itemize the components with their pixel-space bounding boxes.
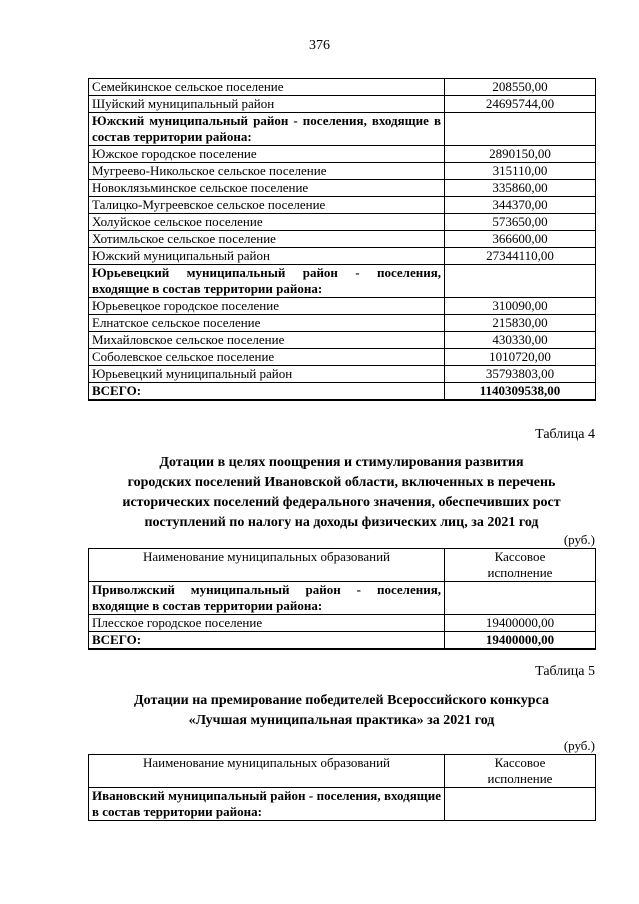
- header-line: исполнение: [487, 565, 553, 580]
- table-5: [88, 754, 596, 821]
- section-label: Приволжский муниципальный район - поселения, входящие в состав территории района:: [89, 582, 445, 615]
- section-row: [89, 113, 596, 146]
- section-label: Южский муниципальный район - поселения, входящие в состав территории района:: [89, 113, 445, 146]
- table-row: [89, 231, 596, 248]
- column-header-amount: [445, 755, 596, 788]
- header-line: Кассовое: [494, 755, 546, 770]
- table-row: [89, 332, 596, 349]
- table-row: [89, 248, 596, 265]
- title-line: Дотации на премирование победителей Всероссийского конкурса: [134, 693, 549, 708]
- table-row: [89, 79, 596, 96]
- table-row: [89, 366, 596, 383]
- table-row: [89, 96, 596, 113]
- section-row: [89, 788, 596, 821]
- table-row: [89, 615, 596, 632]
- table-4-label: Таблица 4: [535, 427, 595, 442]
- header-line: исполнение: [487, 771, 553, 786]
- table-5-unit: (руб.): [563, 738, 595, 753]
- title-line: городских поселений Ивановской области, включенных в перечень: [127, 475, 556, 490]
- table-row: [89, 146, 596, 163]
- row-amount: 2890150,00: [445, 146, 596, 163]
- header-row: [89, 755, 596, 788]
- column-header-name: Наименование муниципальных образований: [89, 549, 445, 582]
- total-row: [89, 632, 596, 650]
- row-amount: [445, 113, 596, 146]
- row-name: Плесское городское поселение: [89, 615, 445, 632]
- table-row: [89, 315, 596, 332]
- row-amount: 315110,00: [445, 163, 596, 180]
- table-row: [89, 197, 596, 214]
- row-amount: 430330,00: [445, 332, 596, 349]
- continued-budget-table: [88, 78, 596, 401]
- row-name: Южский муниципальный район: [89, 248, 445, 265]
- total-amount: 19400000,00: [445, 632, 596, 650]
- row-amount: 1010720,00: [445, 349, 596, 366]
- table-5-title: [88, 691, 595, 731]
- row-name: Талицко-Мугреевское сельское поселение: [89, 197, 445, 214]
- row-amount: 19400000,00: [445, 615, 596, 632]
- section-amount-empty: [445, 788, 596, 821]
- row-name: Соболевское сельское поселение: [89, 349, 445, 366]
- table-4: [88, 548, 596, 650]
- table-row: [89, 214, 596, 231]
- header-row: [89, 549, 596, 582]
- row-amount: 27344110,00: [445, 248, 596, 265]
- title-line: поступлений по налогу на доходы физических лиц, за 2021 год: [144, 515, 539, 530]
- row-amount: 344370,00: [445, 197, 596, 214]
- section-label: Ивановский муниципальный район - поселения, входящие в состав территории района:: [89, 788, 445, 821]
- row-amount: [445, 265, 596, 298]
- row-name: Юрьевецкий муниципальный район: [89, 366, 445, 383]
- row-amount: 310090,00: [445, 298, 596, 315]
- row-name: Южское городское поселение: [89, 146, 445, 163]
- total-label: ВСЕГО:: [89, 383, 445, 401]
- table-row: [89, 163, 596, 180]
- header-line: Кассовое: [494, 549, 546, 564]
- total-label: ВСЕГО:: [89, 632, 445, 650]
- total-amount: 1140309538,00: [445, 383, 596, 401]
- row-name: Семейкинское сельское поселение: [89, 79, 445, 96]
- table-row: [89, 349, 596, 366]
- table-row: [89, 298, 596, 315]
- table-5-label: Таблица 5: [535, 664, 595, 679]
- total-row: [89, 383, 596, 401]
- title-line: Дотации в целях поощрения и стимулирования развития: [159, 455, 524, 470]
- table-4-unit: (руб.): [563, 532, 595, 547]
- table-4-title: [88, 453, 595, 533]
- title-line: «Лучшая муниципальная практика» за 2021 год: [188, 713, 495, 728]
- row-name: Новоклязьминское сельское поселение: [89, 180, 445, 197]
- row-name: Шуйский муниципальный район: [89, 96, 445, 113]
- row-name: Елнатское сельское поселение: [89, 315, 445, 332]
- section-label: Юрьевецкий муниципальный район - поселения, входящие в состав территории района:: [89, 265, 445, 298]
- row-amount: 335860,00: [445, 180, 596, 197]
- section-row: [89, 582, 596, 615]
- row-amount: 573650,00: [445, 214, 596, 231]
- row-amount: 35793803,00: [445, 366, 596, 383]
- page-number: 376: [309, 38, 330, 53]
- row-name: Мугреево-Никольское сельское поселение: [89, 163, 445, 180]
- table-row: [89, 180, 596, 197]
- row-name: Холуйское сельское поселение: [89, 214, 445, 231]
- title-line: исторических поселений федерального значения, обеспечивших рост: [122, 495, 561, 510]
- row-amount: 24695744,00: [445, 96, 596, 113]
- column-header-amount: [445, 549, 596, 582]
- column-header-name: Наименование муниципальных образований: [89, 755, 445, 788]
- row-amount: 208550,00: [445, 79, 596, 96]
- row-name: Юрьевецкое городское поселение: [89, 298, 445, 315]
- section-amount-empty: [445, 582, 596, 615]
- section-row: [89, 265, 596, 298]
- row-name: Михайловское сельское поселение: [89, 332, 445, 349]
- row-amount: 215830,00: [445, 315, 596, 332]
- row-name: Хотимльское сельское поселение: [89, 231, 445, 248]
- row-amount: 366600,00: [445, 231, 596, 248]
